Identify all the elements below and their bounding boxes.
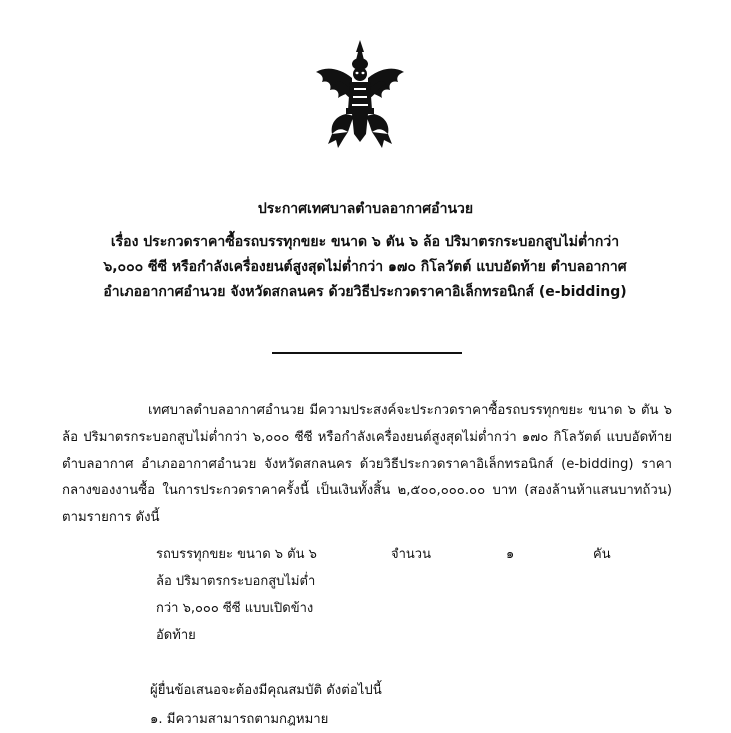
item-quantity: ๑ <box>506 547 515 562</box>
item-name-line: กว่า ๖,๐๐๐ ซีซี แบบเปิดข้าง <box>156 601 314 616</box>
announcement-subject: เรื่อง ประกวดราคาซื้อรถบรรทุกขยะ ขนาด ๖ ตัน ๖ ล้อ ปริมาตรกระบอกสูบไม่ต่ำกว่า ๖,๐๐๐ ซีซี หรือกำลังเครื่องยนต์สูงสุดไม่ต่ำกว่า ๑๗๐ กิโลวัตต์ แบบอัดท้าย ตำบลอากาศ อำเภออากาศอำนวย จังหวัดสกลนคร ด้วยวิธีประกวดราคาอิเล็กทรอนิกส์ (e-bidding) <box>103 234 627 300</box>
divider-line <box>272 352 462 354</box>
body-paragraph: เทศบาลตำบลอากาศอำนวย มีความประสงค์จะประกวดราคาซื้อรถบรรทุกขยะ ขนาด ๖ ตัน ๖ ล้อ ปริมาตรกระบอกสูบไม่ต่ำกว่า ๖,๐๐๐ ซีซี หรือกำลังเครื่องยนต์สูงสุดไม่ต่ำกว่า ๑๗๐ กิโลวัตต์ แบบอัดท้าย ตำบลอากาศ อำเภออากาศอำนวย จังหวัดสกลนคร ด้วยวิธีประกวดราคาอิเล็กทรอนิกส์ (e-bidding) ราคากลางของงานซื้อ ในการประกวดราคาครั้งนี้ เป็นเงินทั้งสิ้น ๒,๕๐๐,๐๐๐.๐๐ บาท (สองล้านห้าแสนบาทถ้วน) ตามรายการ ดังนี้ <box>62 403 672 526</box>
qualifications-heading: ผู้ยื่นข้อเสนอจะต้องมีคุณสมบัติ ดังต่อไปนี้ <box>150 683 382 698</box>
announcement-title: ประกาศเทศบาลตำบลอากาศอำนวย <box>257 201 474 217</box>
item-quantity-label: จำนวน <box>391 547 431 562</box>
item-name-line: อัดท้าย <box>156 628 196 643</box>
item-name-line: ล้อ ปริมาตรกระบอกสูบไม่ต่ำ <box>156 574 316 589</box>
item-name <box>156 541 356 649</box>
garuda-emblem-icon <box>312 38 408 154</box>
item-unit: คัน <box>593 547 611 562</box>
qualification-item: ๑. มีความสามารถตามกฎหมาย <box>150 712 329 727</box>
item-name-line: รถบรรทุกขยะ ขนาด ๖ ตัน ๖ <box>156 547 317 562</box>
